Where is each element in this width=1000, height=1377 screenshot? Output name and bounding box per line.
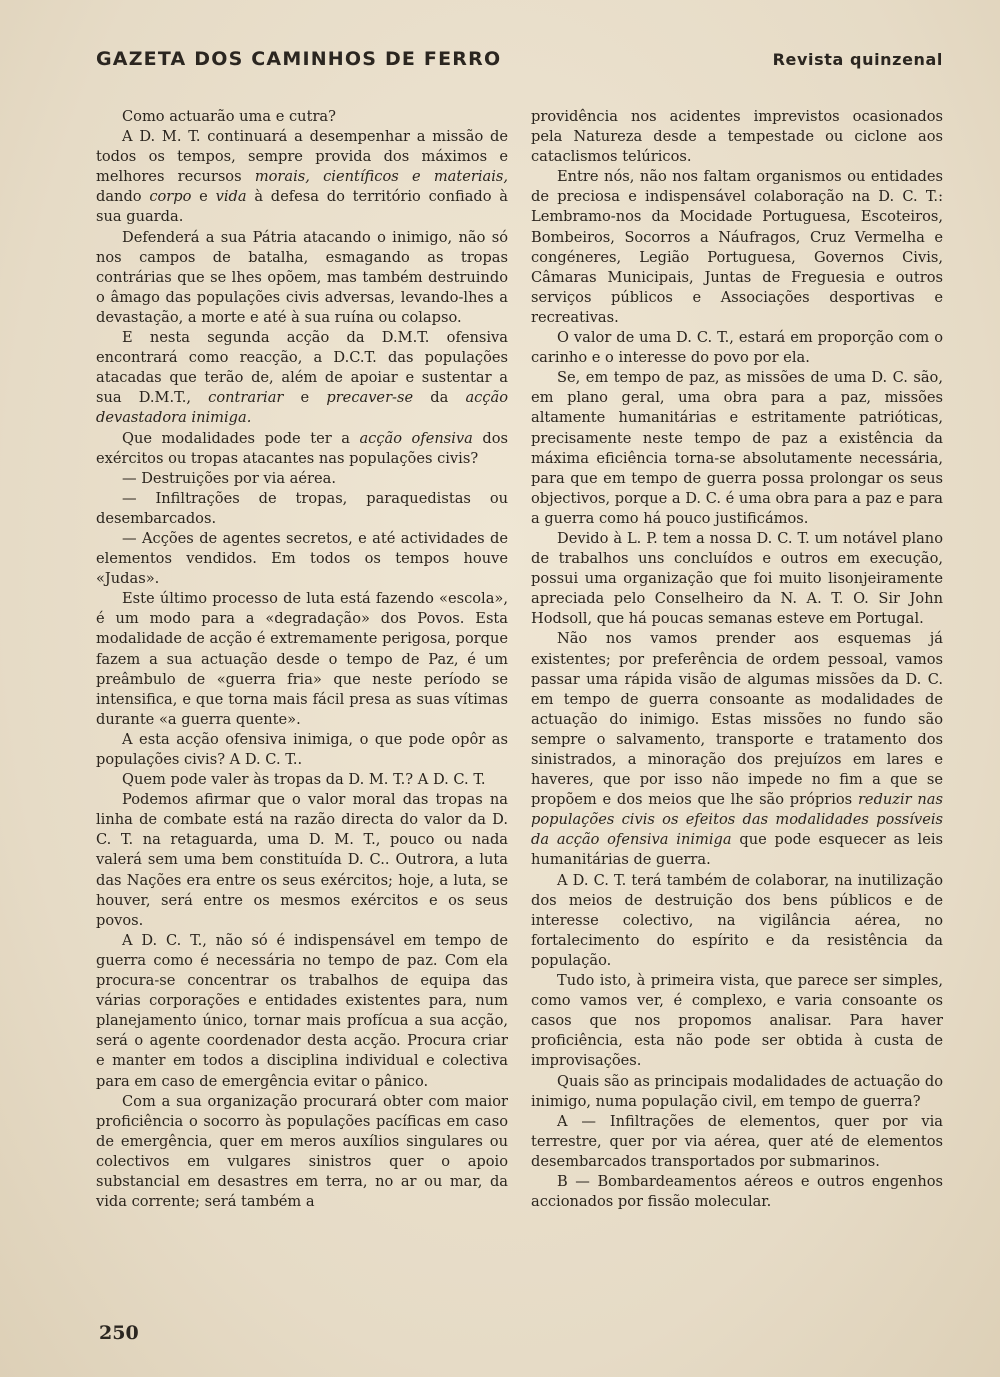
paragraph: Se, em tempo de paz, as missões de uma D. C. são, em plano geral, uma obra para a paz, missões altamente humanitárias e estritamente patrióticas, precisamente neste tempo de paz a existência da máxima eficiência torna-se absolutamente necessária, para que em tempo de guerra possa prolongar os seus objectivos, porque a D. C. é uma obra para a paz e para a guerra como há pouco justificámos. (531, 369, 943, 527)
paragraph: Tudo isto, à primeira vista, que parece ser simples, como vamos ver, é complexo, e varia consoante os casos que nos propomos analisar. Para haver proficiência, esta não pode ser obtida à custa de improvisações. (531, 972, 943, 1070)
list-item: — Destruições por via aérea. (122, 469, 336, 487)
paragraph: providência nos acidentes imprevistos ocasionados pela Natureza desde a tempestade ou ciclone aos cataclismos telúricos. (531, 108, 943, 166)
paragraph: Quem pode valer às tropas da D. M. T.? A D. C. T. (122, 771, 486, 789)
paragraph: Defenderá a sua Pátria atacando o inimigo, não só nos campos de batalha, esmagando as tropas contrárias que se lhes opõem, mas também destruindo o âmago das populações civis adversas, levando-lhes a devastação, a morte e até à sua ruína ou colapso. (96, 228, 508, 326)
paragraph: Este último processo de luta está fazendo «escola», é um modo para a «degradação» dos Povos. Esta modalidade de acção é extremamente perigosa, porque fazem a sua actuação desde o tempo de Paz, é um preâmbulo de «guerra fria» que neste período se intensifica, e que torna mais fácil presa as suas vítimas durante «a guerra quente». (96, 590, 508, 728)
page-number: 250 (99, 1322, 139, 1344)
paragraph: Quais são as principais modalidades de actuação do inimigo, numa população civil, em tempo de guerra? (531, 1072, 943, 1110)
publication-title: GAZETA DOS CAMINHOS DE FERRO (96, 48, 502, 70)
paragraph: A D. M. T. continuará a desempenhar a missão de todos os tempos, sempre provida dos máximos e melhores recursos morais, científicos e materiais, dando corpo e vida à defesa do território confiado à sua guarda. (96, 128, 508, 226)
list-item: B — Bombardeamentos aéreos e outros engenhos accionados por fissão molecular. (531, 1172, 943, 1211)
list-item: — Infiltrações de tropas, paraquedistas ou desembarcados. (96, 489, 508, 527)
paragraph: Com a sua organização procurará obter com maior proficiência o socorro às populações pacíficas em caso de emergência, quer em meros auxílios singulares ou colectivos em vulgares sinistros quer o apoio substancial em desastres em terra, no ar ou mar, da vida corrente; será também a (96, 1092, 508, 1211)
right-column (531, 107, 943, 1212)
list-item: — Acções de agentes secretos, e até actividades de elementos vendidos. Em todos os tempos houve «Judas». (96, 529, 508, 588)
paragraph: O valor de uma D. C. T., estará em proporção com o carinho e o interesse do povo por ela. (531, 329, 943, 367)
paragraph: Devido à L. P. tem a nossa D. C. T. um notável plano de trabalhos uns concluídos e outros em execução, possui uma organização que foi muito lisonjeiramente apreciada pelo Conselheiro da N. A. T. O. Sir John Hodsoll, que há poucas semanas esteve em Portugal. (531, 529, 943, 628)
paragraph: Que modalidades pode ter a acção ofensiva dos exércitos ou tropas atacantes nas populações civis? (96, 429, 508, 467)
paragraph: A D. C. T. terá também de colaborar, na inutilização dos meios de destruição dos bens públicos e de interesse colectivo, na vigilância aérea, no fortalecimento do espírito e da resistência da população. (531, 871, 943, 969)
paragraph: Como actuarão uma e cutra? (122, 108, 336, 125)
paragraph: Não nos vamos prender aos esquemas já existentes; por preferência de ordem pessoal, vamos passar uma rápida visão de algumas missões da D. C. em tempo de guerra consoante as modalidades de actuação do inimigo. Estas missões no fundo são sempre o salvamento, transporte e tratamento dos sinistrados, a minoração dos prejuízos em lares e haveres, que por isso não impede no fim a que se propõem e dos meios que lhe são próprios reduzir nas populações civis os efeitos das modalidades possíveis da acção ofensiva inimiga que pode esquecer as leis humanitárias de guerra. (531, 630, 943, 869)
paragraph: Entre nós, não nos faltam organismos ou entidades de preciosa e indispensável colaboração na D. C. T.: Lembramo-nos da Mocidade Portuguesa, Escoteiros, Bombeiros, Socorros a Náufragos, Cruz Vermelha e congéneres, Legião Portuguesa, Governos Civis, Câmaras Municipais, Juntas de Freguesia e outros serviços públicos e Associações desportivas e recreativas. (531, 168, 943, 326)
list-item: A — Infiltrações de elementos, quer por via terrestre, quer por via aérea, quer até de elementos desembarcados transportados por submarinos. (531, 1112, 943, 1170)
publication-frequency: Revista quinzenal (772, 50, 943, 69)
paragraph: Podemos afirmar que o valor moral das tropas na linha de combate está na razão directa do valor da D. C. T. na retaguarda, uma D. M. T., pouco ou nada valerá sem uma bem constituída D. C.. Outrora, a luta das Nações era entre os seus exércitos; hoje, a luta, se houver, será entre os mesmos exércitos e os seus povos. (96, 791, 508, 929)
paragraph: E nesta segunda acção da D.M.T. ofensiva encontrará como reacção, a D.C.T. das populações atacadas que terão de, além de apoiar e sustentar a sua D.M.T., contrariar e precaver-se da acção devastadora inimiga. (96, 329, 509, 427)
paragraph: A esta acção ofensiva inimiga, o que pode opôr as populações civis? A D. C. T.. (96, 730, 508, 768)
left-column (96, 107, 508, 1212)
paragraph: A D. C. T., não só é indispensável em tempo de guerra como é necessária no tempo de paz. Com ela procura-se concentrar os trabalhos de equipa das várias corporações e entidades existentes para, num planejamento único, tornar mais profícua a sua acção, será o agente coordenador desta acção. Procura criar e manter em todos a disciplina individual e colectiva para em caso de emergência evitar o pânico. (96, 931, 508, 1090)
